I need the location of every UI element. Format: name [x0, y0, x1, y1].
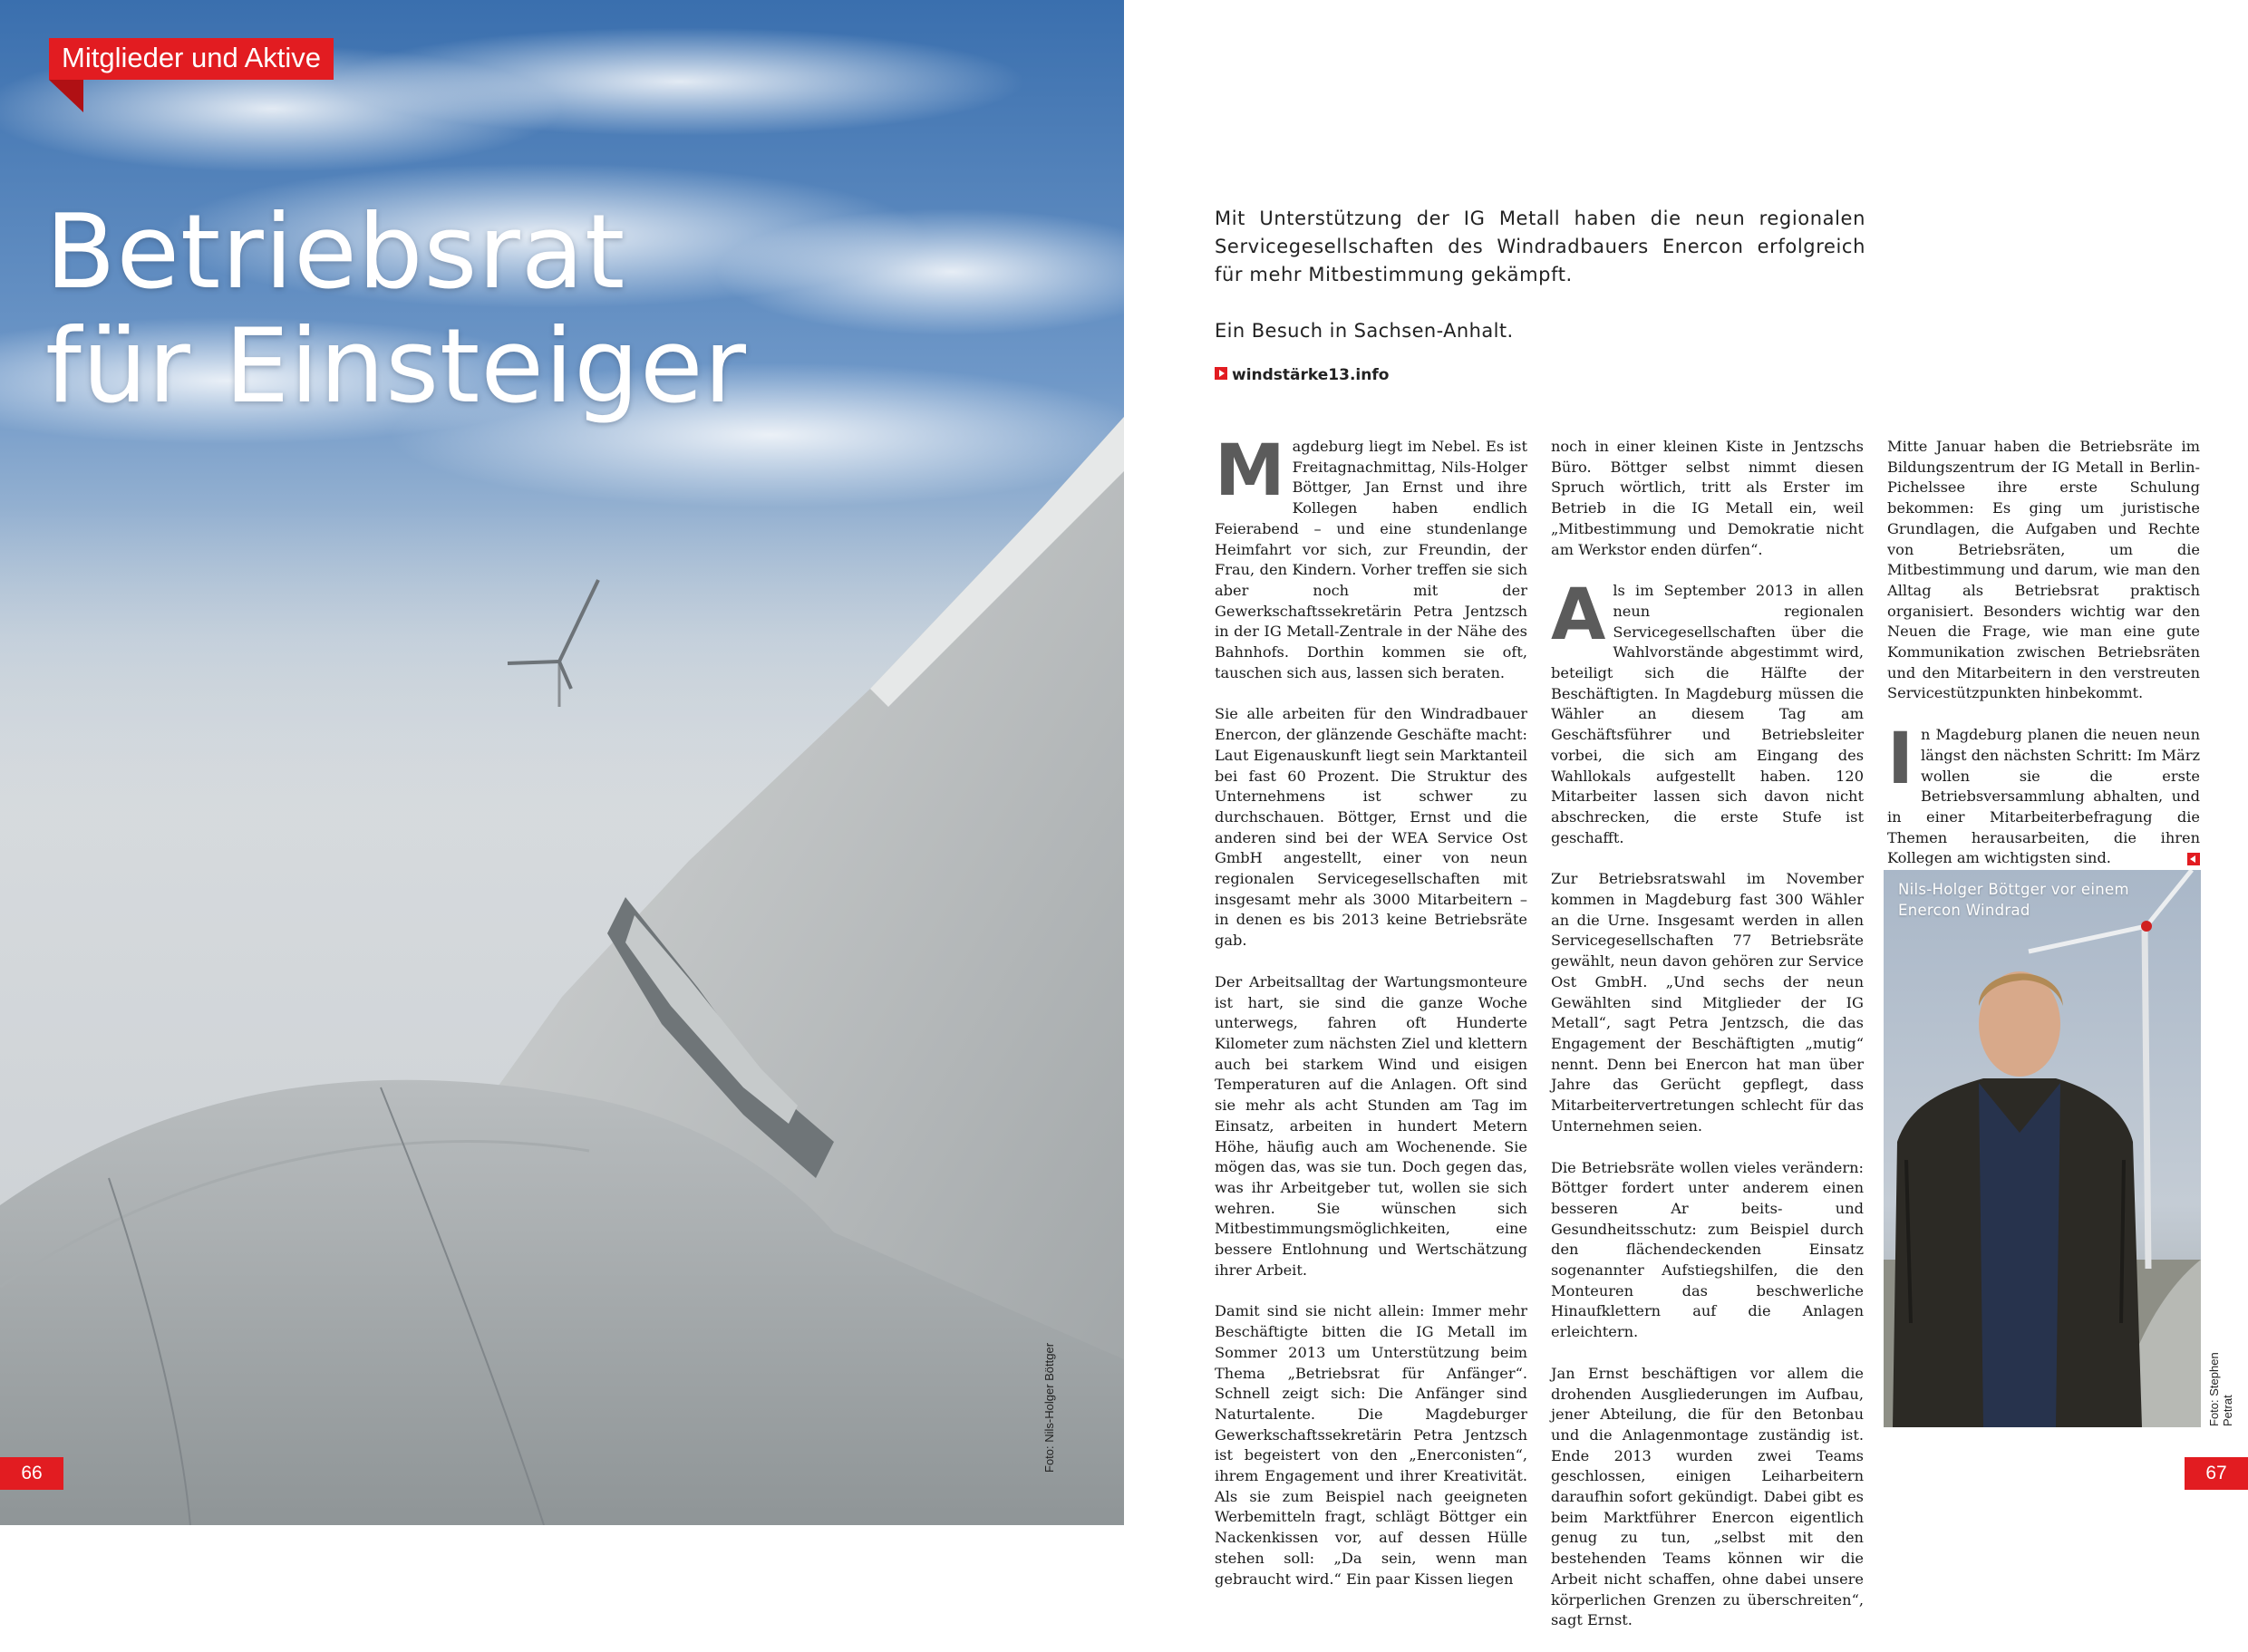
paragraph-text: n Magdeburg planen die neuen neun längst den nächsten Schritt: Im März wollen sie die erste Betriebsversammlung abhalten, und in einer Mitarbeiterbefragung die Themen herausarbeiten, die ihren Kollegen am wichtigsten sind.	[1887, 726, 2200, 867]
right-page	[1124, 0, 2248, 1629]
intro-paragraph: Mit Unterstützung der IG Metall haben die neun regionalen Servicegesellschaften des Windradbauers Enercon erfolgreich für mehr Mitbestimmung gekämpft.	[1215, 208, 1865, 285]
article-column-1	[1215, 430, 1527, 1610]
paragraph: Jan Ernst beschäftigen vor allem die drohenden Ausgliederungen im Aufbau, jener Abteilung, die für den Betonbau und die Anlagenmontage zuständig ist. Ende 2013 wurden zwei Teams geschlossen, einigen Leiharbeitern daraufhin sofort gekündigt. Dabei gibt es beim Marktführer Enercon eigentlich genug zu tun, „selbst mit den bestehenden Teams können wir die Arbeit nicht schaffen, ohne dabei unsere körperlichen Grenzen zu überschreiten“, sagt Ernst.	[1551, 1364, 1864, 1629]
web-link[interactable]	[1215, 366, 1389, 384]
paragraph: Die Betriebsräte wollen vieles verändern: Böttger fordert unter anderem einen besseren Ar beits- und Gesundheitsschutz: zum Beispiel durch den flächendeckenden Einsatz sogenannter Aufstiegshilfen, die den Monteuren das beschwerliche Hinaufklettern auf die Anlagen erleichtern.	[1551, 1158, 1864, 1341]
end-mark-icon	[2187, 853, 2200, 865]
paragraph: noch in einer kleinen Kiste in Jentzschs Büro. Böttger selbst nimmt diesen Spruch wörtlich, tritt als Erster im Betrieb in die IG Metall ein, weil „Mitbestimmung und Demokratie nicht am Werkstor enden dürfen“.	[1551, 438, 1864, 558]
paragraph: Der Arbeitsalltag der Wartungsmonteure ist hart, sie sind die ganze Woche unterwegs, fahren oft Hunderte Kilometer zum nächsten Ziel und klettern auch bei starkem Wind und eisigen Temperaturen auf die Anlagen. Oft sind sie mehr als acht Stunden am Tag im Einsatz, arbeiten in hundert Metern Höhe, häufig auch am Wochenende. Sie mögen das, was sie tun. Doch gegen das, was ihr Arbeitgeber tut, wollen sie sich wehren. Sie wünschen sich Mitbestimmungsmöglichkeiten, eine bessere Entlohnung und Wertschätzung ihrer Arbeit.	[1215, 972, 1527, 1279]
paragraph	[1887, 719, 2200, 869]
photo-caption: Nils-Holger Böttger vor einem Enercon Windrad	[1898, 881, 2129, 919]
headline-line-1: Betriebsrat	[45, 192, 626, 312]
headline	[45, 192, 747, 426]
page-number-left: 66	[0, 1457, 63, 1490]
paragraph	[1215, 430, 1527, 683]
page-number-right: 67	[2185, 1457, 2248, 1490]
paragraph: Sie alle arbeiten für den Windradbauer Enercon, der glänzende Geschäfte macht: Laut Eigenauskunft liegt sein Marktanteil bei fast 60 Prozent. Die Struktur des Unternehmens ist schwer zu durchschauen. Böttger, Ernst und die anderen sind bei der WEA Service Ost GmbH angestellt, einer von neun regionalen Servicegesellschaften mit insgesamt mehr als 3000 Mitarbeitern – in denen es bis 2013 keine Betriebsräte gab.	[1215, 705, 1527, 950]
dropcap: M	[1215, 430, 1285, 512]
paragraph	[1551, 575, 1864, 848]
portrait-illustration	[1884, 870, 2201, 1427]
left-page	[0, 0, 1124, 1525]
article-column-2	[1551, 437, 1864, 1652]
paragraph-text: agdeburg liegt im Nebel. Es ist Freitagnachmittag, Nils-Holger Böttger, Jan Ernst und ihre Kollegen haben endlich Feierabend – und eine stundenlange Heimfahrt vor sich, zur Freundin, der Frau, den Kindern. Vorher treffen sie sich aber noch mit der Gewerkschaftssekretärin Petra Jentzsch in der IG Metall-Zentrale in der Nähe des Bahnhofs. Dorthin kommen sie oft, tauschen sich aus, lassen sich beraten.	[1215, 438, 1527, 681]
arrow-right-icon	[1215, 367, 1227, 380]
web-link-text: windstärke13.info	[1232, 366, 1390, 384]
paragraph: Damit sind sie nicht allein: Immer mehr Beschäftigte bitten die IG Metall im Sommer 2013 um Unterstützung beim Thema „Betriebsrat für Anfänger“. Schnell zeigt sich: Die Anfänger sind Naturtalente. Die Magdeburger Gewerkschaftssekretärin Petra Jentzsch ist begeistert von den „Enerconisten“, ihrem Engagement und ihrer Kreativität. Als sie zum Beispiel nach geeigneten Werbemitteln fragt, schlägt Böttger ein Nackenkissen vor, auf dessen Hülle stehen soll: „Da sein, wenn man gebraucht wird.“ Ein paar Kissen liegen	[1215, 1302, 1527, 1588]
article-column-3	[1887, 437, 2200, 890]
section-tag-fold	[49, 80, 83, 112]
dropcap: I	[1887, 719, 1914, 801]
photo-credit-right: Foto: Stephen Petrat	[2207, 1352, 2234, 1426]
photo-credit-left: Foto: Nils-Holger Böttger	[1042, 1342, 1056, 1473]
headline-line-2: für Einsteiger	[45, 306, 747, 426]
dropcap: A	[1551, 575, 1606, 657]
portrait-photo	[1884, 870, 2201, 1427]
paragraph: Mitte Januar haben die Betriebsräte im Bildungszentrum der IG Metall in Berlin-Pichelssee ihre erste Schulung bekommen: Es ging um juristische Grundlagen, die Aufgaben und Rechte von Betriebsräten, um die Mitbestimmung und darum, wie man den Alltag als Betriebsrat praktisch organisiert. Besonders wichtig war den Neuen die Frage, wie man eine gute Kommunikation zwischen Betriebsräten und den Mitarbeitern in den verstreuten Servicestützpunkten hinbekommt.	[1887, 438, 2200, 702]
section-tag: Mitglieder und Aktive	[49, 38, 334, 80]
paragraph-text: ls im September 2013 in allen neun regionalen Servicegesellschaften über die Wahlvorstände abgestimmt wird, beteiligt sich die Hälfte der Beschäftigten. In Magdeburg müssen die Wähler an diesem Tag am Geschäftsführer und Betriebsleiter vorbei, die sich am Eingang des Wahllokals aufgestellt haben. 120 Mitarbeiter lassen sich davon nicht abschrecken, die erste Stufe ist geschafft.	[1551, 582, 1864, 846]
intro-subline: Ein Besuch in Sachsen-Anhalt.	[1215, 320, 1514, 342]
paragraph: Zur Betriebsratswahl im November kommen in Magdeburg fast 300 Wähler an die Urne. Insgesamt werden in allen Servicegesellschaften 77 Betriebsräte gewählt, neun davon gehören zur Service Ost GmbH. „Und sechs der neun Gewählten sind Mitglieder der IG Metall“, sagt Petra Jentzsch, die das Engagement der Beschäftigten „mutig“ nennt. Denn bei Enercon hat man über Jahre das Gerücht gepflegt, dass Mitarbeitervertretungen schlecht für das Unternehmen seien.	[1551, 870, 1864, 1135]
